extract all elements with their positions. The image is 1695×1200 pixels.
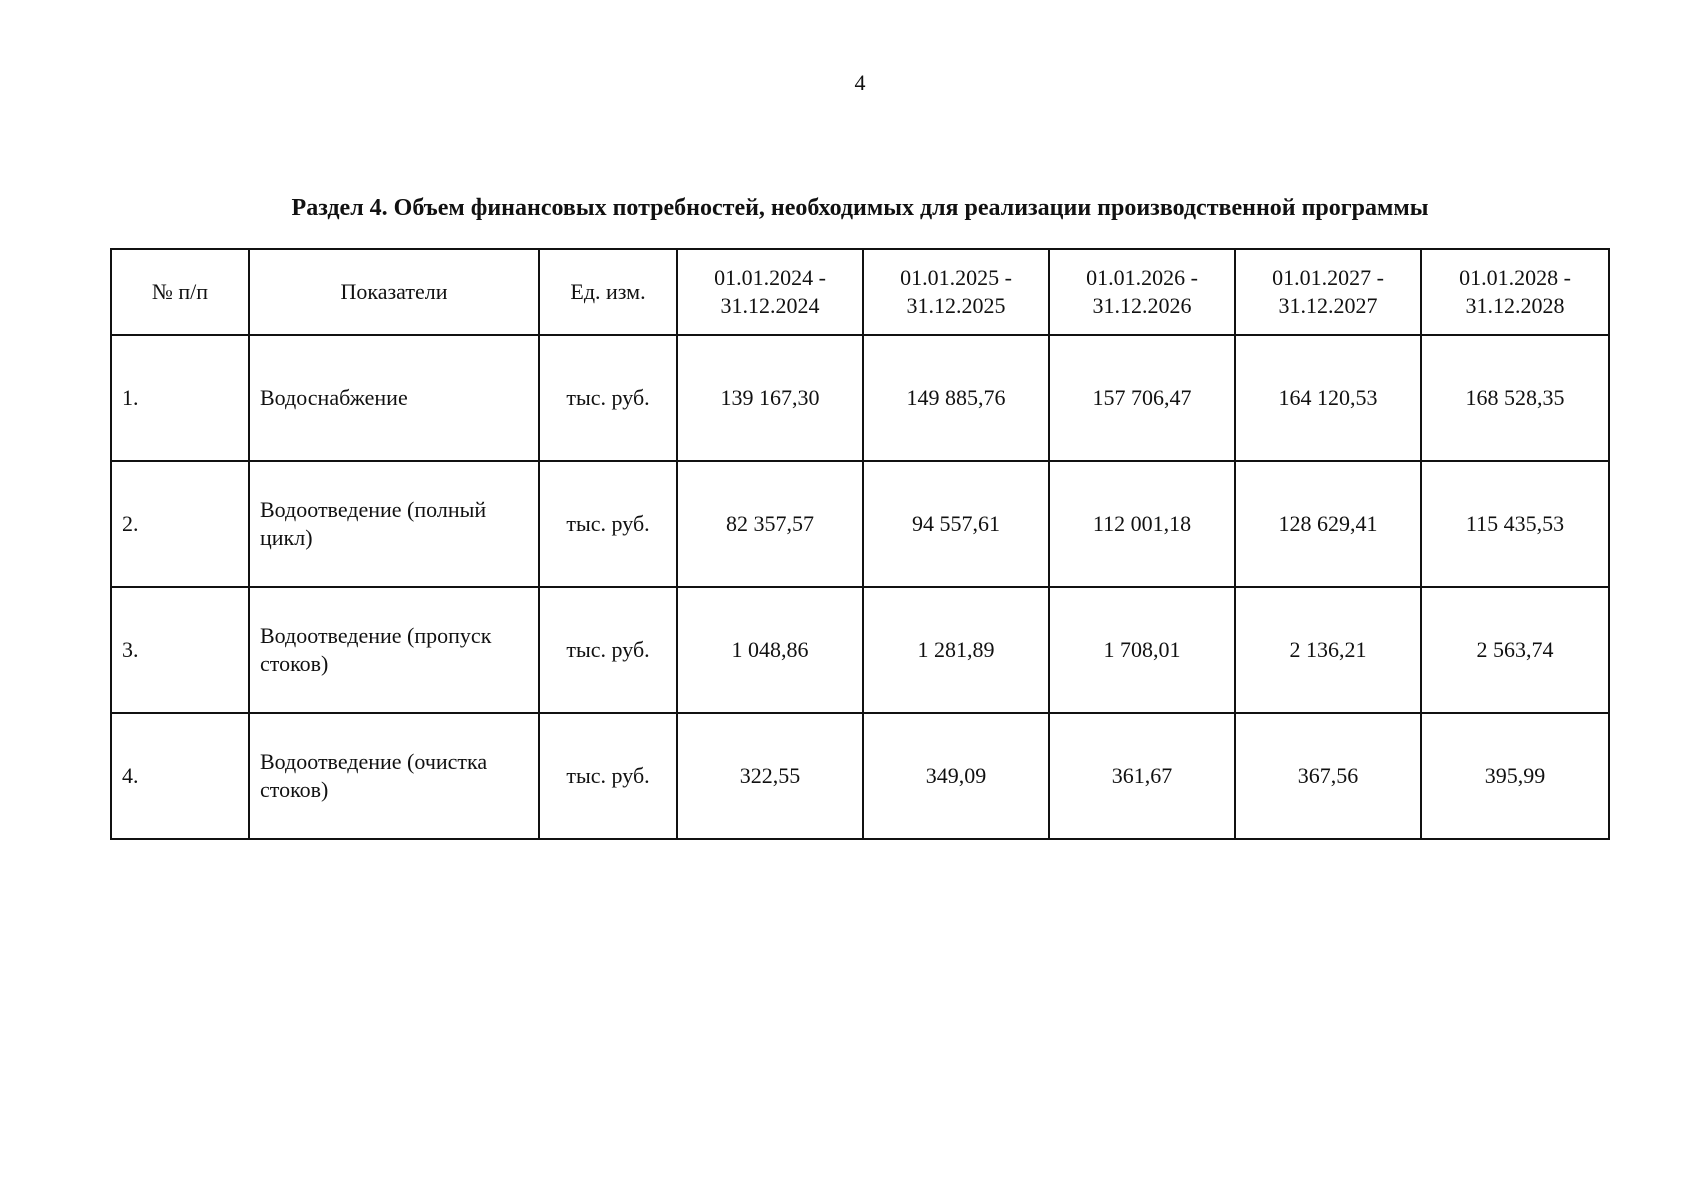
value-cell: 367,56 <box>1235 713 1421 839</box>
row-unit: тыс. руб. <box>539 713 677 839</box>
header-indicator: Показатели <box>249 249 539 335</box>
value-cell: 139 167,30 <box>677 335 863 461</box>
value-cell: 128 629,41 <box>1235 461 1421 587</box>
value-cell: 115 435,53 <box>1421 461 1609 587</box>
row-indicator: Водоснабжение <box>249 335 539 461</box>
value-cell: 164 120,53 <box>1235 335 1421 461</box>
value-cell: 94 557,61 <box>863 461 1049 587</box>
header-period-2028 <box>1421 249 1609 335</box>
period-start: 01.01.2024 - <box>714 265 826 290</box>
table-row <box>111 461 1609 587</box>
header-period-2024 <box>677 249 863 335</box>
row-number: 3. <box>111 587 249 713</box>
header-period-2025 <box>863 249 1049 335</box>
value-cell: 361,67 <box>1049 713 1235 839</box>
table-header-row <box>111 249 1609 335</box>
value-cell: 1 048,86 <box>677 587 863 713</box>
value-cell: 149 885,76 <box>863 335 1049 461</box>
period-end: 31.12.2027 <box>1278 293 1378 318</box>
period-start: 01.01.2027 - <box>1272 265 1384 290</box>
value-cell: 112 001,18 <box>1049 461 1235 587</box>
value-cell: 157 706,47 <box>1049 335 1235 461</box>
row-unit: тыс. руб. <box>539 461 677 587</box>
table-row <box>111 335 1609 461</box>
value-cell: 349,09 <box>863 713 1049 839</box>
period-start: 01.01.2026 - <box>1086 265 1198 290</box>
row-indicator: Водоотведение (полный цикл) <box>249 461 539 587</box>
table-row <box>111 587 1609 713</box>
row-indicator: Водоотведение (пропуск стоков) <box>249 587 539 713</box>
value-cell: 2 563,74 <box>1421 587 1609 713</box>
row-unit: тыс. руб. <box>539 587 677 713</box>
table-row <box>111 713 1609 839</box>
row-number: 1. <box>111 335 249 461</box>
value-cell: 322,55 <box>677 713 863 839</box>
section-title: Раздел 4. Объем финансовых потребностей, необходимых для реализации производственной программы <box>291 195 1429 221</box>
value-cell: 82 357,57 <box>677 461 863 587</box>
value-cell: 1 281,89 <box>863 587 1049 713</box>
header-period-2027 <box>1235 249 1421 335</box>
period-start: 01.01.2025 - <box>900 265 1012 290</box>
period-end: 31.12.2026 <box>1092 293 1192 318</box>
period-end: 31.12.2024 <box>720 293 820 318</box>
period-end: 31.12.2028 <box>1465 293 1565 318</box>
page-number: 4 <box>854 70 866 95</box>
header-unit: Ед. изм. <box>539 249 677 335</box>
row-number: 2. <box>111 461 249 587</box>
period-start: 01.01.2028 - <box>1459 265 1571 290</box>
value-cell: 168 528,35 <box>1421 335 1609 461</box>
value-cell: 395,99 <box>1421 713 1609 839</box>
value-cell: 2 136,21 <box>1235 587 1421 713</box>
row-unit: тыс. руб. <box>539 335 677 461</box>
header-period-2026 <box>1049 249 1235 335</box>
value-cell: 1 708,01 <box>1049 587 1235 713</box>
period-end: 31.12.2025 <box>906 293 1006 318</box>
header-num: № п/п <box>111 249 249 335</box>
row-indicator: Водоотведение (очистка стоков) <box>249 713 539 839</box>
financial-needs-table <box>110 248 1610 840</box>
row-number: 4. <box>111 713 249 839</box>
